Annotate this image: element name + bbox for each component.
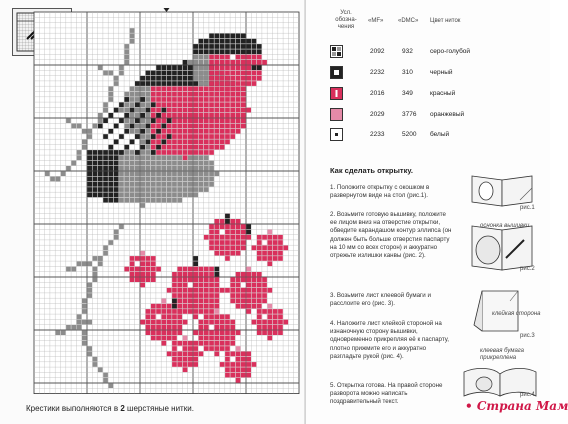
stitch-grid (34, 12, 300, 397)
legend-dmc-code: 349 (402, 90, 413, 97)
legend-header-color: Цвет ниток (430, 18, 461, 24)
instructions-title: Как сделать открытку. (330, 166, 413, 175)
site-watermark (465, 399, 568, 413)
legend-color-name: белый (430, 131, 450, 138)
legend-dmc-code: 310 (402, 69, 413, 76)
legend-mf-code: 2233 (370, 131, 385, 138)
black-symbol-icon (330, 66, 343, 79)
legend-header-symbol: Усл. обозна- чения (335, 10, 357, 30)
legend-color-name: красный (430, 90, 456, 97)
legend-row (330, 45, 540, 59)
legend-dmc-code: 932 (402, 48, 413, 55)
stitch-note-count: 2 (120, 404, 125, 413)
legend-header-mf: «MF» (368, 18, 384, 24)
legend-dmc-code: 5200 (402, 131, 417, 138)
legend-row (330, 128, 540, 142)
figure-3-annotation: клейкая сторона (492, 311, 541, 317)
stitch-note-prefix: Крестики выполняются в (26, 404, 121, 413)
legend-row (330, 108, 540, 122)
stitch-note-suffix: шерстяные нитки. (124, 404, 194, 413)
instruction-step-2: 2. Возьмите готовую вышивку, положите ее лицом вниз на отверстие открытки, обведите карандашом контур эллипса (он должен быть больше отверстия паспарту на 10 мм со всех сторон) и аккуратно отрежьте излишки канвы (рис. 2). (330, 211, 452, 260)
figure-3-label: рис.3 (520, 333, 535, 339)
instruction-step-3: 3. Возьмите лист клеевой бумаги и расслоите его (рис. 3). (330, 292, 431, 308)
legend-header-dmc: «DMC» (398, 18, 419, 24)
white-symbol-icon (330, 128, 343, 141)
orange-symbol-icon (330, 108, 343, 121)
gray-blue-symbol-icon (330, 45, 343, 58)
legend-row (330, 87, 540, 101)
cross-stitch-chart (34, 12, 300, 397)
legend-mf-code: 2232 (370, 69, 385, 76)
legend-row (330, 66, 540, 80)
instruction-step-4: 4. Наложите лист клейкой стороной на изнаночную сторону вышивки, одновременно прикрепляя её к паспарту, плотно прижмите его и аккуратно разгладьте рукой (рис. 4). (330, 320, 449, 360)
figure-4-label: рис.4 (520, 392, 535, 398)
watermark-text: Страна Мам (476, 399, 568, 413)
legend-color-name: серо-голубой (430, 48, 471, 55)
legend-dmc-code: 3776 (402, 111, 417, 118)
stitch-note (26, 404, 194, 413)
red-symbol-icon (330, 87, 343, 100)
legend-color-name: черный (430, 69, 453, 76)
figure-2-annotation: оснонка вышивки (480, 223, 530, 229)
figure-4-annotation: клеевая бумага прикреплена (480, 348, 525, 361)
figure-1-label: рис.1 (520, 205, 535, 211)
instruction-step-5: 5. Открытка готова. На правой стороне разворота можно написать поздравительный текст. (330, 382, 443, 406)
watermark-dot-icon: • (465, 399, 477, 413)
legend-mf-code: 2029 (370, 111, 385, 118)
legend-mf-code: 2016 (370, 90, 385, 97)
legend-mf-code: 2092 (370, 48, 385, 55)
instruction-step-1: 1. Положите открытку с окошком в развернутом виде на стол (рис.1). (330, 184, 430, 200)
legend-color-name: оранжевый (430, 111, 465, 118)
figure-2-label: рис.2 (520, 266, 535, 272)
